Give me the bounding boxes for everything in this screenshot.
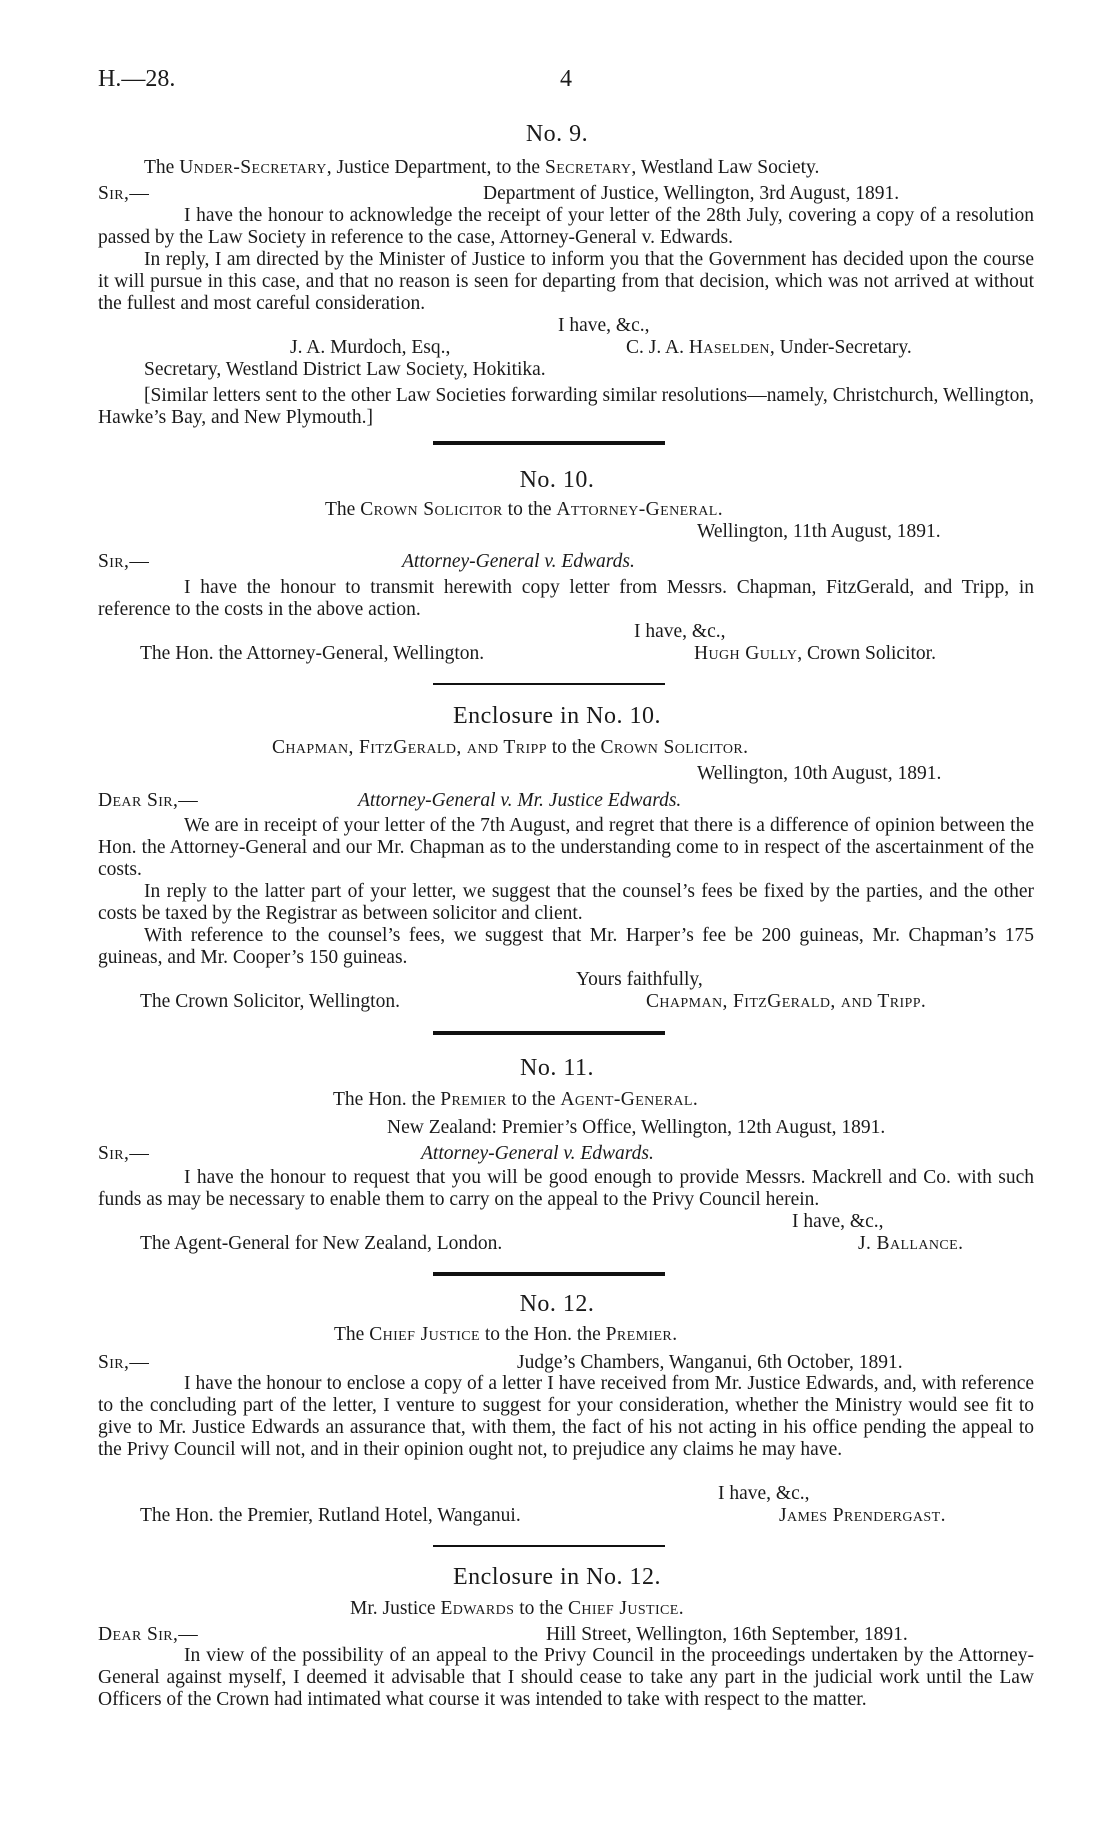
no9-para2: In reply, I am directed by the Minister of Justice to inform you that the Government has decided upon the course it will pursue in this case, and that no reason is seen for departing from that decision, which was not arrived at without the fullest and most careful consideration. [98,249,1034,314]
no11-heading: No. 11. [520,1055,594,1081]
section-divider [433,441,665,445]
enc10-para2: In reply to the latter part of your letter, we suggest that the counsel’s fees be fixed by the parties, and the other costs be taxed by the Registrar as between solicitor and client. [98,881,1034,924]
no9-closing: I have, &c., [558,315,650,336]
enc10-closing: Yours faithfully, [576,969,703,990]
no10-heading: No. 10. [519,467,595,493]
no9-subheading: The Under-Secretary, Justice Department, to the Secretary, Westland Law Society. [144,157,820,178]
no9-addressee2: Secretary, Westland District Law Society, Hokitika. [144,359,546,380]
no12-heading: No. 12. [519,1291,595,1317]
no10-para1: I have the honour to transmit herewith copy letter from Messrs. Chapman, FitzGerald, and Tripp, in reference to the costs in the above action. [98,577,1034,620]
no11-para1: I have the honour to request that you will be good enough to provide Messrs. Mackrell and Co. with such funds as may be necessary to enable them to carry on the appeal to the Privy Council herein. [98,1167,1034,1210]
section-divider [433,1545,665,1547]
no12-closing: I have, &c., [718,1483,810,1504]
no11-signature: J. Ballance. [858,1233,964,1254]
enc12-heading: Enclosure in No. 12. [453,1564,661,1590]
no12-subheading: The Chief Justice to the Hon. the Premier. [334,1324,678,1345]
enc12-salutation: Dear Sir,— [98,1624,199,1645]
no11-dateline: New Zealand: Premier’s Office, Wellington, 12th August, 1891. [387,1117,886,1138]
no12-para1: I have the honour to enclose a copy of a letter I have received from Mr. Justice Edwards, and, with reference to the concluding part of the letter, I venture to suggest for your consideration, whether the Ministry would see fit to give to Mr. Justice Edwards an assurance that, with them, the fact of his not acting in his office pending the appeal to the Privy Council will not, and in their opinion ought not, to prejudice any claims he may have. [98,1373,1034,1460]
no11-subheading: The Hon. the Premier to the Agent-General. [333,1089,698,1110]
enc10-para1: We are in receipt of your letter of the 7th August, and regret that there is a difference of opinion between the Hon. the Attorney-General and our Mr. Chapman as to the understanding come to in respect of the ascertainment of the costs. [98,815,1034,880]
no11-case: Attorney-General v. Edwards. [421,1143,654,1164]
enc10-case: Attorney-General v. Mr. Justice Edwards. [358,790,682,811]
no11-salutation: Sir,— [98,1143,150,1164]
no12-signature: James Prendergast. [779,1505,946,1526]
no10-signature: Hugh Gully, Crown Solicitor. [694,643,936,664]
no9-dateline: Department of Justice, Wellington, 3rd August, 1891. [483,183,900,204]
no10-addressee: The Hon. the Attorney-General, Wellington. [140,643,485,664]
enc10-para3: With reference to the counsel’s fees, we suggest that Mr. Harper’s fee be 200 guineas, Mr. Chapman’s 175 guineas, and Mr. Cooper’s 150 guineas. [98,925,1034,968]
enc10-dateline: Wellington, 10th August, 1891. [697,763,942,784]
page-number: 4 [560,66,572,92]
no12-addressee: The Hon. the Premier, Rutland Hotel, Wanganui. [140,1505,521,1526]
enc10-salutation: Dear Sir,— [98,790,199,811]
enc10-subheading: Chapman, FitzGerald, and Tripp to the Crown Solicitor. [272,737,748,758]
section-divider [433,1272,665,1276]
no10-case: Attorney-General v. Edwards. [402,551,635,572]
no10-dateline: Wellington, 11th August, 1891. [697,521,941,542]
no9-salutation: Sir,— [98,183,150,204]
enc10-heading: Enclosure in No. 10. [453,703,661,729]
no9-heading: No. 9. [525,121,589,147]
enc10-addressee: The Crown Solicitor, Wellington. [140,991,400,1012]
no12-salutation: Sir,— [98,1352,150,1373]
no10-salutation: Sir,— [98,551,150,572]
enc12-dateline: Hill Street, Wellington, 16th September, 1891. [546,1624,908,1645]
no9-signature: C. J. A. Haselden, Under-Secretary. [626,337,912,358]
section-divider [433,1031,665,1035]
no11-addressee: The Agent-General for New Zealand, London. [140,1233,503,1254]
no9-para1: I have the honour to acknowledge the receipt of your letter of the 28th July, covering a copy of a resolution passed by the Law Society in reference to the case, Attorney-General v. Edwards. [98,205,1034,248]
no10-subheading: The Crown Solicitor to the Attorney-General. [325,499,723,520]
no12-dateline: Judge’s Chambers, Wanganui, 6th October, 1891. [517,1352,903,1373]
no11-closing: I have, &c., [792,1211,884,1232]
no10-closing: I have, &c., [634,621,726,642]
no9-note: [Similar letters sent to the other Law Societies forwarding similar resolutions—namely, Christchurch, Wellington, Hawke’s Bay, and New Plymouth.] [98,385,1034,428]
enc12-para1: In view of the possibility of an appeal to the Privy Council in the proceedings undertaken by the Attorney-General against myself, I deemed it advisable that I should cease to take any part in the judicial work until the Law Officers of the Crown had intimated what course it was intended to take with respect to the matter. [98,1645,1034,1710]
page-code: H.—28. [98,66,176,92]
enc12-subheading: Mr. Justice Edwards to the Chief Justice. [350,1598,684,1619]
enc10-signature: Chapman, FitzGerald, and Tripp. [646,991,927,1012]
no9-addressee: J. A. Murdoch, Esq., [290,337,451,358]
section-divider [433,683,665,685]
